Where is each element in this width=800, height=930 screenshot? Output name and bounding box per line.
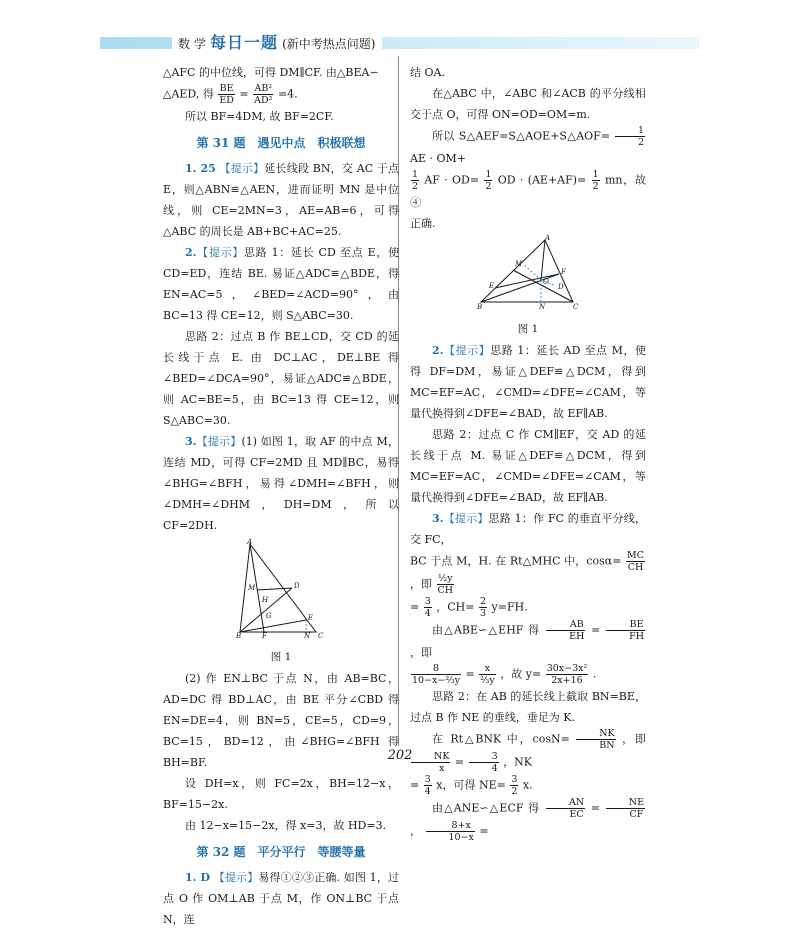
point-label: A: [247, 538, 253, 546]
point-label: F: [262, 632, 267, 640]
text-line: △AFC 的中位线，可得 DM∥CF. 由△BEA∽: [163, 66, 379, 79]
text-line: 由△ABE∽△EHF 得 $\frac{AB}{EH}$ = $\frac{BE}{FH}$ ，即: [410, 619, 645, 659]
point-label: E: [489, 282, 495, 290]
answer-32-3: 3.【提示】思路 1：作 FC 的垂直平分线，交 FC，: [410, 512, 646, 546]
text-line: = $\frac{3}{4}$ ，CH= $\frac{2}{3}$ y=FH.: [410, 596, 528, 619]
point-label: C: [318, 632, 324, 640]
section-title: 第 32 题 平分平行 等腰等量: [196, 845, 366, 859]
figure-caption: 图 1: [517, 323, 539, 335]
answer-3: 3.【提示】(1) 如图 1，取 AF 的中点 M，连结 MD，可得 CF=2MD 且 MD∥BC，易得∠BHG=∠BFH，易得∠DMH=∠BFH，则∠DMH=∠DHM，DH=DM，所以 CF=2DH.: [163, 435, 399, 532]
left-column: [163, 62, 399, 930]
text-line: 结 OA.: [410, 66, 445, 79]
answer-3-part2: (2) 作 EN⊥BC 于点 N，由 AB=BC，AD=DC 得 BD⊥AC，由 BE 平分∠CBD 得 EN=DE=4，则 BN=5，CE=5，CD=9，BC=15，BD=12，由∠BHG=∠BFH 得 BH=BF.: [163, 672, 399, 769]
point-label: N: [304, 632, 311, 640]
text-line: 所以 BF=4DM, 故 BF=2CF.: [185, 110, 334, 123]
text-line: 思路 2：在 AB 的延长线上截取 BN=BE，过点 B 作 NE 的垂线，垂足为 K.: [410, 690, 646, 724]
answer-2: 2.【提示】思路 1：延长 CD 至点 E，使 CD=ED，连结 BE. 易证△ADC≌△BDE，得 EN=AC=5，∠BED=∠ACD=90°，由 BC=13 得 CE=12，则 S△ABC=30.: [163, 246, 400, 322]
header-brand: 每日一题: [209, 33, 278, 52]
figure-1-right: [410, 236, 646, 317]
point-label: D: [294, 582, 300, 590]
answer-32-2: 2.【提示】思路 1：延长 AD 至点 M，使得 DF=DM，易证△DEF≌△DCM，得到 MC=EF=AC，∠CMD=∠DFE=∠CAM，等量代换得到∠DFE=∠BAD，故 EF∥AB.: [410, 344, 646, 420]
section-title: 第 31 题 遇见中点 积极联想: [196, 136, 366, 150]
answer-1: 1. 25 【提示】延长线段 BN，交 AC 于点 E，则△ABN≌△AEN，进而证明 MN 是中位线，则 CE=2MN=3，AE=AB=6，可得△ABC 的周长是 AB+BC+AC=25.: [163, 162, 400, 238]
page-number: 202: [387, 748, 413, 763]
text-line: 由 12−x=15−2x，得 x=3，故 HD=3.: [185, 819, 387, 832]
point-label: B: [236, 632, 242, 640]
figure-caption: 图 1: [270, 651, 292, 663]
figure-1-left: [163, 538, 399, 645]
header-subject: 数 学: [178, 37, 206, 51]
point-label: C: [573, 303, 579, 311]
text-line: 设 DH=x，则 FC=2x，BH=12−x，BF=15−2x.: [163, 777, 399, 811]
text-line: $\frac{1}{2}$ AF · OD= $\frac{1}{2}$ OD · (AE+AF)= $\frac{1}{2}$ mn，故④: [410, 169, 647, 209]
text-line: BC 于点 M，H. 在 Rt△MHC 中，cosα= $\frac{MC}{CH}$ ，即 $\frac{\text{½y}}{CH}$: [410, 550, 644, 596]
point-label: O: [543, 278, 549, 286]
text-line: 在 Rt△BNK 中，cosN= $\frac{NK}{BN}$ ，即 $\frac{NK}{x}$ = $\frac{3}{4}$ ，NK: [410, 728, 646, 774]
text-line: 所以 S△AEF=S△AOE+S△AOF= $\frac{1}{2}$ AE · OM+: [410, 125, 645, 165]
header-subtitle: (新中考热点问题): [282, 37, 376, 51]
point-label: B: [477, 303, 483, 311]
point-label: D: [558, 283, 564, 291]
text-line: = $\frac{3}{4}$ x，可得 NE= $\frac{3}{2}$ x.: [410, 774, 533, 797]
fraction: $\frac{\text{AB²}}{\text{AD²}}$: [254, 83, 273, 106]
point-label: F: [561, 268, 566, 276]
point-label: M: [248, 584, 256, 592]
header-title: [172, 33, 382, 53]
answer-2-alt: 思路 2：过点 B 作 BE⊥CD，交 CD 的延长线于点 E. 由 DC⊥AC，DE⊥BE 得∠BED=∠DCA=90°，易证△ADC≌△BDE，则 AC=BE=5，由 BC=13 得 CE=12，则 S△ABC=30.: [163, 330, 399, 427]
text-line: 在△ABC 中，∠ABC 和∠ACB 的平分线相交于点 O，可得 ON=OD=OM=m.: [410, 87, 646, 121]
answer-32-2-alt: 思路 2：过点 C 作 CM∥EF，交 AD 的延长线于点 M. 易证△DEF≌△DCM，得到 MC=EF=AC，∠CMD=∠DFE=∠CAM，等量代换得到∠DFE=∠BAD，故 EF∥AB.: [410, 428, 646, 504]
text-line: △AED, 得 $\frac{BE}{ED}$ = $\frac{\text{AB²}}{\text{AD²}}$ =4.: [163, 83, 298, 106]
point-label: G: [266, 612, 272, 620]
page-header: [100, 34, 700, 52]
point-label: H: [262, 596, 269, 604]
text-line: $\frac{8}{\text{10−x−⅔y}}$ = $\frac{x}{\text{⅔y}}$ ，故 y= $\frac{\text{30x−3x²}}{2x+16}$ .: [412, 663, 597, 686]
fraction: $\frac{BE}{ED}$: [219, 83, 234, 106]
text-line: 由△ANE∽△ECF 得 $\frac{AN}{EC}$ = $\frac{NE}{CF}$ ， $\frac{8+x}{10-x}$ =: [410, 797, 645, 843]
right-column: [410, 62, 646, 843]
answer-32-1: 1. D 【提示】易得①②③正确. 如图 1，过点 O 作 OM⊥AB 于点 M，作 ON⊥BC 于点 N，连: [163, 871, 400, 926]
triangle-diagram: [236, 538, 326, 638]
text-line: 正确.: [410, 217, 436, 230]
point-label: M: [515, 260, 523, 268]
triangle-diagram: [473, 236, 583, 310]
point-label: E: [308, 614, 314, 622]
point-label: A: [545, 234, 551, 242]
point-label: N: [539, 303, 546, 311]
